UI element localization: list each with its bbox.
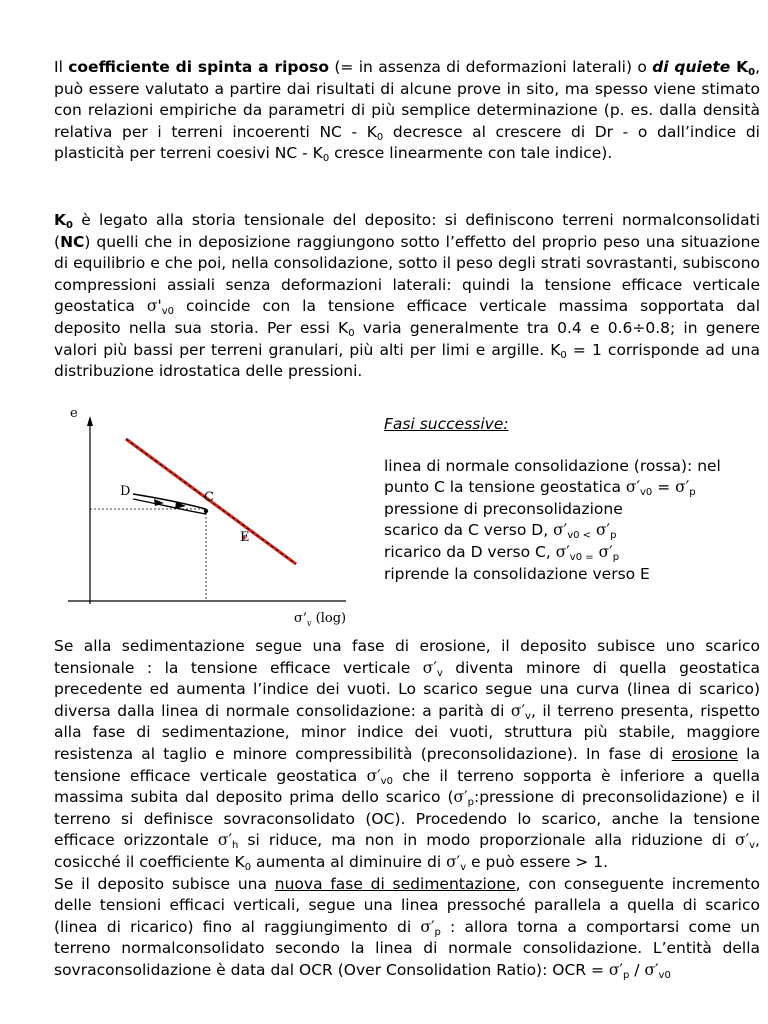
phase-line-6: riprende la consolidazione verso E bbox=[384, 564, 650, 583]
phase-line-1: linea di normale consolidazione (rossa): nel bbox=[384, 456, 721, 475]
subscript: v0 < bbox=[567, 530, 592, 542]
sigma-symbol: σ′ bbox=[608, 960, 623, 979]
x-axis-label bbox=[294, 611, 346, 628]
x-axis-sub: v bbox=[307, 619, 312, 628]
bold-k bbox=[730, 58, 755, 76]
text: , con conseguente incremento delle tensioni efficaci verticali, segue una linea pressoché parallela a quella di scarico (linea di ricarico) fino al raggiungimento di bbox=[54, 874, 760, 936]
text: scarico da C verso D, bbox=[384, 521, 554, 540]
text: e può essere > 1. bbox=[466, 852, 608, 871]
sigma-symbol: σ′ bbox=[453, 788, 468, 807]
text: punto C la tensione geostatica bbox=[384, 478, 626, 497]
subscript: 0 bbox=[66, 220, 73, 231]
subscript: p bbox=[434, 926, 441, 938]
text: = bbox=[652, 478, 676, 497]
text: ) quelli che in deposizione raggiungono sotto l’effetto del proprio peso una situazione di equilibrio e che poi, nella consolidazione, sotto il peso degli strati sovrastanti, subiscono compressioni assiali senza deformazioni laterali: quindi la tensione efficace verticale geostatica bbox=[54, 232, 760, 316]
text: ricarico da D verso C, bbox=[384, 542, 556, 561]
underlined-term: erosione bbox=[671, 744, 738, 763]
subscript: p bbox=[612, 551, 620, 563]
sigma-symbol: σ′ bbox=[625, 478, 640, 497]
phases-legend bbox=[384, 414, 764, 585]
phase-line-2 bbox=[384, 477, 764, 499]
subscript: v bbox=[436, 667, 443, 679]
point-c-label: C bbox=[204, 490, 214, 505]
paragraph-overconsolidation bbox=[54, 636, 760, 982]
subscript: 0 bbox=[322, 153, 330, 165]
text: K bbox=[54, 211, 67, 229]
point-c-marker bbox=[204, 509, 208, 513]
x-axis-suffix: (log) bbox=[311, 611, 347, 626]
text: che il terreno sopporta è inferiore a quella massima subita dal deposito prima dello scarico ( bbox=[54, 766, 760, 807]
text: (= in assenza di deformazioni laterali) o bbox=[329, 58, 653, 76]
phase-line-4 bbox=[384, 520, 764, 542]
y-axis-arrow bbox=[87, 416, 93, 426]
sigma-symbol: σ′ bbox=[555, 542, 570, 561]
bold-italic-term: di quiete bbox=[652, 58, 731, 76]
subscript: v0 = bbox=[569, 551, 594, 563]
subscript: p bbox=[467, 797, 474, 809]
text: coincide con la tensione efficace verticale massima sopportata dal deposito nella sua storia. Per essi K bbox=[54, 297, 760, 337]
subscript: v0 bbox=[380, 775, 393, 787]
sigma-symbol: σ′ bbox=[366, 766, 381, 785]
sigma-symbol: σ′ bbox=[553, 521, 568, 540]
sigma-symbol: σ′ bbox=[735, 831, 750, 850]
text: / bbox=[629, 960, 645, 979]
text: si riduce, ma non in modo proporzionale alla riduzione di bbox=[238, 831, 736, 850]
subscript: 0 bbox=[748, 67, 756, 78]
text: decresce al crescere di Dr - o dall’indice di plasticità per terreni coesivi NC - K bbox=[54, 122, 760, 163]
sigma-symbol: σ′ bbox=[598, 542, 613, 561]
subscript: h bbox=[232, 840, 239, 852]
text: , cosicché il coefficiente K bbox=[54, 831, 760, 871]
subscript: 0 bbox=[376, 131, 384, 143]
text: Se alla sedimentazione segue una fase di erosione, il deposito subisce uno scarico tensionale : la tensione efficace verticale bbox=[54, 637, 760, 677]
subscript: p bbox=[610, 530, 617, 542]
text: Se il deposito subisce una bbox=[54, 874, 275, 893]
subscript: v bbox=[749, 840, 756, 852]
text: , il terreno presenta, rispetto alla fase di sedimentazione, minor indice dei vuoti, struttura più stabile, maggiore resistenza al taglio e minore compressibilità (preconsolidazione). In fase di bbox=[54, 701, 761, 763]
text: varia generalmente tra 0.4 e 0.6÷0.8; in genere valori più bassi per terreni granulari, più alti per limi e argille. K bbox=[54, 318, 761, 359]
text: = 1 corrisponde ad una distribuzione idrostatica delle pressioni. bbox=[54, 340, 760, 381]
text: K bbox=[730, 58, 749, 76]
subscript: 0 bbox=[244, 861, 252, 873]
sigma-symbol: σ′ bbox=[217, 831, 232, 850]
subscript: v0 bbox=[640, 487, 653, 499]
consolidation-diagram bbox=[58, 406, 378, 628]
paragraph-k0-definition bbox=[54, 57, 760, 165]
underlined-term: nuova fase di sedimentazione bbox=[274, 874, 516, 893]
phase-line-5 bbox=[384, 542, 764, 564]
phases-title: Fasi successive: bbox=[384, 415, 509, 433]
point-e-label: E bbox=[240, 530, 250, 545]
text: , può essere valutato a partire dai risultati di alcune prove in sito, ma spesso viene stimato con relazioni empiriche da parametri di più semplice determinazione (p. es. dalla densità relativa per i terreni incoerenti NC - K bbox=[54, 58, 760, 141]
sigma-symbol: σ′ bbox=[510, 701, 526, 720]
y-axis-label: e bbox=[70, 406, 78, 421]
sigma-symbol: σ′ bbox=[422, 658, 437, 677]
sigma-symbol: σ' bbox=[146, 297, 162, 316]
subscript: v bbox=[525, 710, 531, 722]
paragraph-stress-history bbox=[54, 210, 760, 383]
subscript: 0 bbox=[560, 349, 567, 361]
text: diventa minore di quella geostatica precedente ed aumenta l’indice dei vuoti. Lo scarico segue una curva (linea di scarico) diversa dalla linea di normale consolidazione: a parità di bbox=[54, 658, 760, 720]
point-d-label: D bbox=[120, 484, 131, 499]
bold-term: coefficiente di spinta a riposo bbox=[68, 58, 330, 76]
subscript: 0 bbox=[348, 327, 355, 339]
text: aumenta al diminuire di bbox=[251, 852, 447, 871]
text: la tensione efficace verticale geostatica bbox=[54, 744, 760, 785]
sigma-symbol: σ′ bbox=[420, 917, 435, 936]
x-axis-sigma: σ’ bbox=[294, 611, 308, 626]
subscript: v0 bbox=[161, 306, 175, 318]
phase-line-3: pressione di preconsolidazione bbox=[384, 499, 623, 518]
text: Il bbox=[54, 58, 69, 76]
subscript: v0 bbox=[658, 969, 671, 981]
sigma-symbol: σ′ bbox=[644, 960, 659, 979]
sigma-symbol: σ′ bbox=[595, 521, 611, 540]
subscript: v bbox=[460, 861, 467, 873]
text: è legato alla storia tensionale del deposito: si definiscono terreni normalconsolidati ( bbox=[54, 211, 760, 251]
subscript: p bbox=[623, 969, 630, 981]
sigma-symbol: σ′ bbox=[675, 478, 690, 497]
text: cresce linearmente con tale indice). bbox=[329, 144, 613, 163]
bold-term: NC bbox=[60, 232, 85, 251]
bold-k bbox=[54, 211, 73, 229]
text: : allora torna a comportarsi come un terreno normalconsolidato secondo la linea di normale consolidazione. L’entità della sovraconsolidazione è data dal OCR (Over Consolidation Ratio): OCR = bbox=[54, 917, 760, 979]
sigma-symbol: σ′ bbox=[446, 852, 461, 871]
text: :pressione di preconsolidazione) e il terreno si definisce sovraconsolidato (OC). Procedendo lo scarico, anche la tensione efficace orizzontale bbox=[54, 788, 760, 850]
subscript: p bbox=[689, 487, 696, 499]
